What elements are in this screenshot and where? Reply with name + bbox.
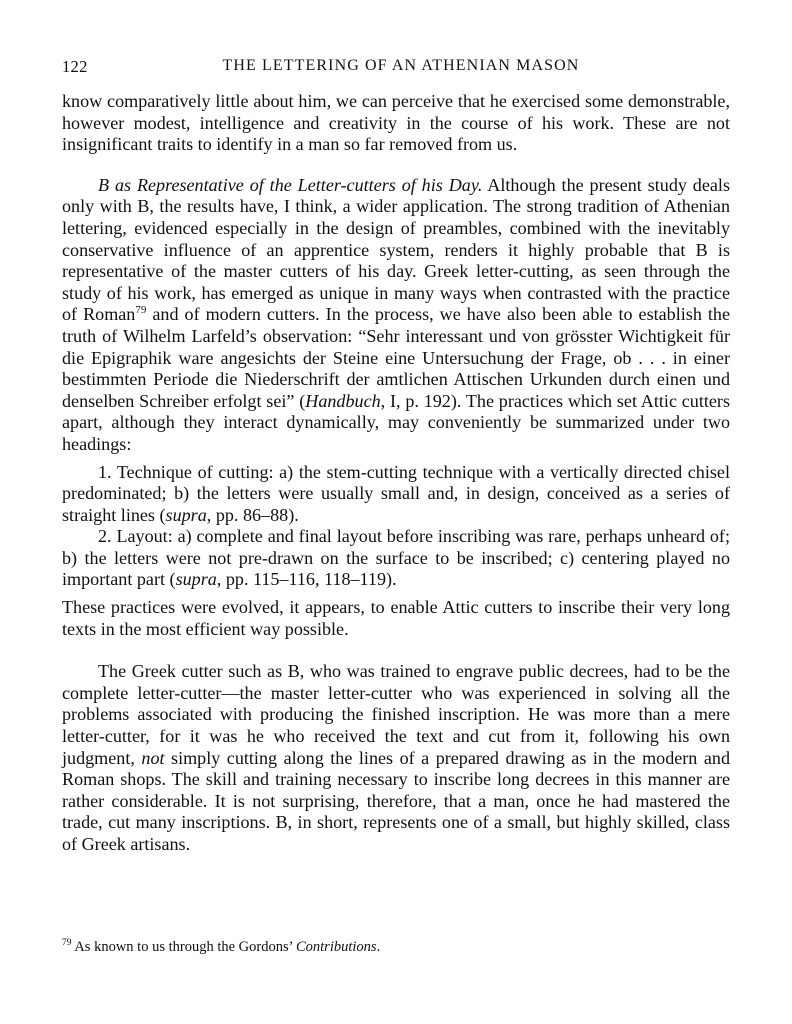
running-title: THE LETTERING OF AN ATHENIAN MASON: [222, 57, 580, 74]
text-run: and of modern cutters. In the process, we have also been able to establish the truth of Wilhelm Larfeld’s observation: “Sehr interessant und von grösster Wichtigkeit für die Epigraphik ware angesichts der Steine eine Untersuchung der Frage, ob . . . in einer bestimmten Periode die Niederschrift der amtlichen Attischen Urkunden durch einen und denselben Schreiber erfolgt sei” (: [62, 304, 730, 411]
text-run: Although the present study deals only with B, the results have, I think, a wider application. The strong tradition of Athenian lettering, evidenced especially in the design of preambles, combined with the inevitably conservative influence of an apprentice system, renders it highly probable that B is representative of the master cutters of his day. Greek letter-cutting, as seen through the study of his work, has emerged as unique in many ways when contrasted with the practice of Roman: [62, 174, 730, 325]
paragraph: [62, 661, 730, 855]
footnote-reference[interactable]: 79: [135, 304, 147, 317]
running-header: [62, 57, 730, 79]
footnote-number: 79: [62, 938, 72, 948]
citation-title: Handbuch: [305, 390, 381, 411]
section-heading: B as Representative of the Letter-cutters of his Day.: [98, 174, 483, 195]
text-run: simply cutting along the lines of a prepared drawing as in the modern and Roman shops. The skill and training necessary to inscribe long decrees in this manner are rather considerable. It is not surprising, therefore, that a man, once he had mastered the trade, cut many inscriptions. B, in short, represents one of a small, but highly skilled, class of Greek artisans.: [62, 747, 730, 854]
footnote-title: Contributions: [295, 939, 377, 955]
list-item: [62, 526, 730, 591]
paragraph: know comparatively little about him, we can perceive that he exercised some demonstrable, however modest, intelligence and creativity in the course of his work. These are not insignificant traits to identify in a man so far removed from us.: [62, 91, 730, 155]
paragraph-section: [62, 175, 730, 456]
footnote: [62, 938, 730, 956]
paragraph: These practices were evolved, it appears, to enable Attic cutters to inscribe their very long texts in the most efficient way possible.: [62, 597, 730, 639]
text-run: , pp. 115–116, 118–119).: [216, 569, 397, 590]
emphasis: not: [141, 747, 165, 768]
practices-list: [62, 462, 730, 592]
text-run: , pp. 86–88).: [206, 504, 299, 525]
supra-reference: supra: [175, 569, 217, 590]
list-item: [62, 462, 730, 527]
footnote-text: As known to us through the Gordons’: [71, 939, 296, 955]
text-run: 2. Layout: a) complete and final layout before inscribing was rare, perhaps unheard of; b) the letters were not pre-drawn on the surface to be inscribed; c) centering played no important part (: [62, 526, 730, 590]
text-run: 1. Technique of cutting: a) the stem-cutting technique with a vertically directed chisel predominated; b) the letters were usually small and, in design, conceived as a series of straight lines (: [62, 461, 730, 525]
text-run: The Greek cutter such as B, who was trained to engrave public decrees, had to be the complete letter-cutter—the master letter-cutter who was experienced in solving all the problems associated with producing the finished inscription. He was more than a mere letter-cutter, for it was he who received the text and cut from it, following his own judgment,: [62, 661, 730, 768]
page-number: 122: [62, 57, 88, 76]
text-run: , I, p. 192). The practices which set Attic cutters apart, although they interact dynamically, may conveniently be summarized under two headings:: [62, 390, 730, 454]
supra-reference: supra: [165, 504, 207, 525]
footnote-text: .: [376, 939, 381, 955]
main-text: [62, 91, 730, 856]
